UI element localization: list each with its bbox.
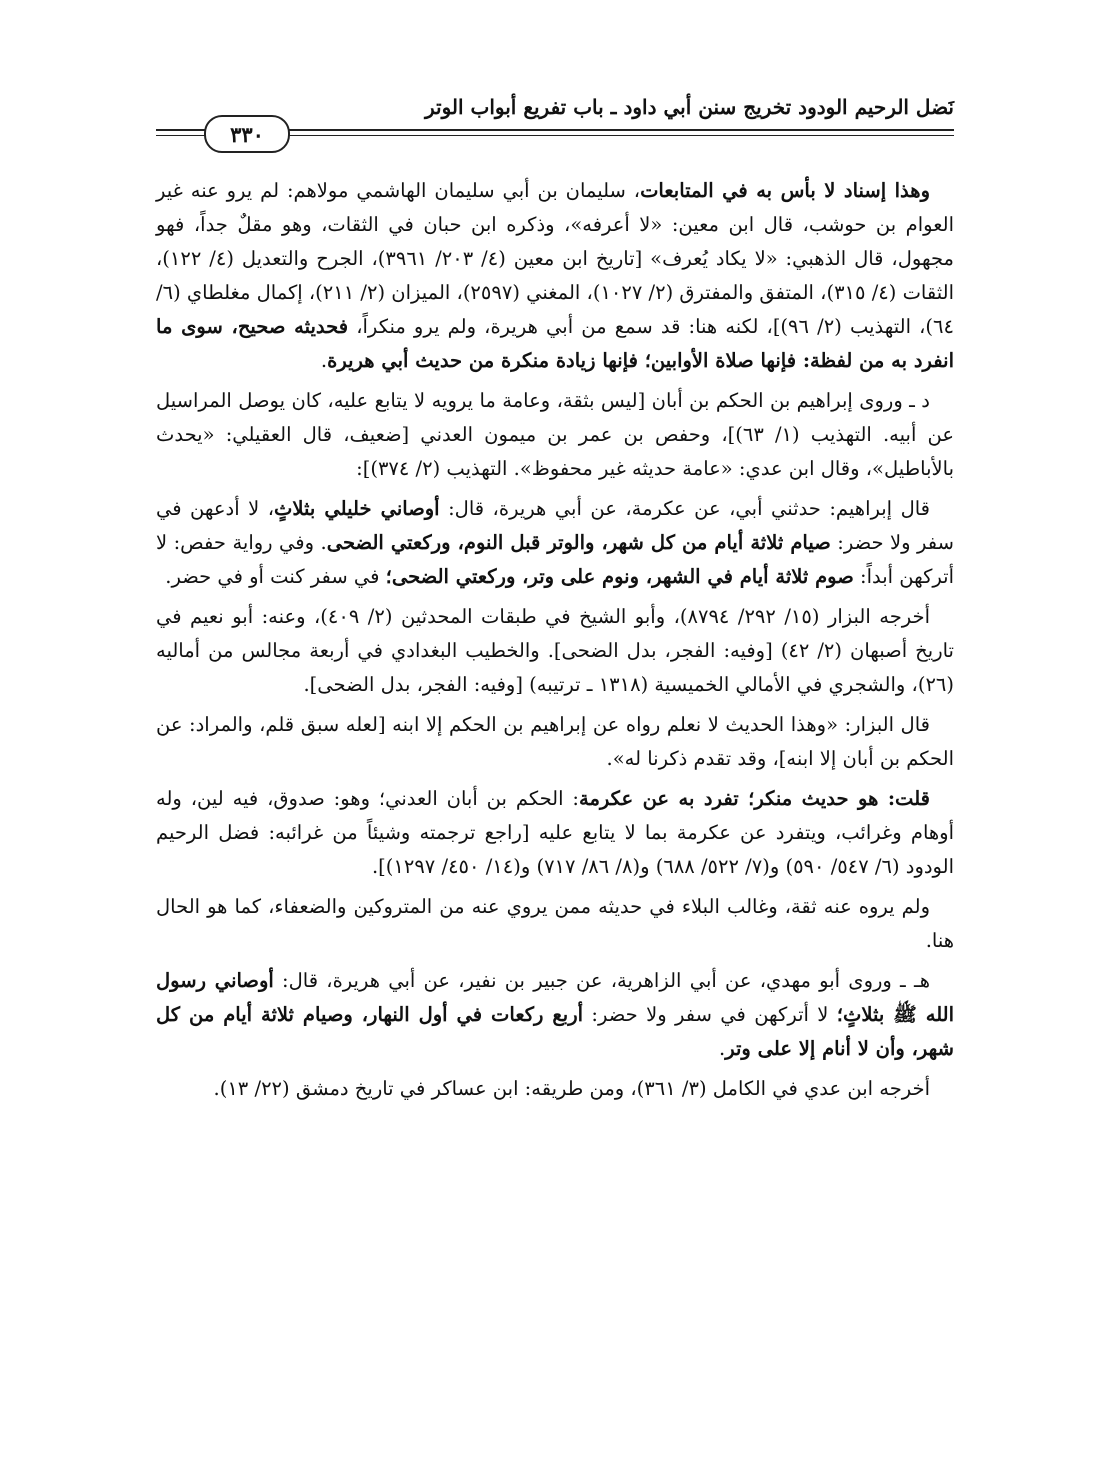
page-body [156,174,954,1112]
bold-text: وهذا إسناد لا بأس به في المتابعات [640,179,930,202]
body-text: هـ ـ وروى أبو مهدي، عن أبي الزاهرية، عن جبير بن نفير، عن أبي هريرة، قال: [273,969,930,992]
paragraph [156,890,954,958]
paragraph [156,708,954,776]
paragraph [156,1072,954,1106]
paragraph [156,600,954,702]
paragraph [156,492,954,594]
bold-text: أربع ركعات في أول النهار، وصيام ثلاثة أيام من كل شهر، وأن لا أنام إلا على وتر [156,1003,954,1060]
paragraph [156,384,954,486]
page-header [156,95,954,151]
body-text: قال إبراهيم: حدثني أبي، عن عكرمة، عن أبي هريرة، قال: [439,497,931,520]
bold-text: صوم ثلاثة أيام في الشهر، ونوم على وتر، وركعتي الضحى؛ [385,565,854,588]
body-text: . [719,1037,726,1060]
body-text: ، لا أدعهن في سفر ولا حضر: [156,497,955,554]
paragraph [156,964,954,1066]
bold-text: قلت: هو حديث منكر؛ تفرد به عن عكرمة [579,787,930,810]
body-text: أخرجه ابن عدي في الكامل (٣/ ٣٦١)، ومن طريقه: ابن عساكر في تاريخ دمشق (٢٢/ ١٣). [213,1077,930,1100]
body-text: ولم يروه عنه ثقة، وغالب البلاء في حديثه ممن يروي عنه من المتروكين والضعفاء، كما هو الحال هنا. [156,895,954,952]
body-text: أخرجه البزار (١٥/ ٢٩٢/ ٨٧٩٤)، وأبو الشيخ في طبقات المحدثين (٢/ ٤٠٩)، وعنه: أبو نعيم في تاريخ أصبهان (٢/ ٤٢) [وفيه: الفجر، بدل الضحى]. والخطيب البغدادي في أربعة مجالس من أماليه (٢٦)، والشجري في الأمالي الخميسية (١٣١٨ ـ ترتيبه) [وفيه: الفجر، بدل الضحى]. [156,605,954,696]
paragraph [156,782,954,884]
bold-text: فحديثه صحيح، سوى ما انفرد به من لفظة: فإنها صلاة الأوابين؛ فإنها زيادة منكرة من حديث أبي هريرة [156,315,954,372]
running-title: نَضل الرحيم الودود تخريج سنن أبي داود ـ باب تفريع أبواب الوتر [424,95,954,119]
bold-text: صيام ثلاثة أيام من كل شهر، والوتر قبل النوم، وركعتي الضحى [326,531,831,554]
body-text: . [320,349,328,372]
body-text: قال البزار: «وهذا الحديث لا نعلم رواه عن إبراهيم بن الحكم إلا ابنه [لعله سبق قلم، والمراد: عن الحكم بن أبان إلا ابنه]، وقد تقدم ذكرنا له». [156,713,954,770]
body-text: في سفر كنت أو في حضر. [165,565,386,588]
body-text: . وفي رواية حفص: لا أتركهن أبداً: [156,531,954,588]
page-number-badge: ٣٣٠ [204,115,290,153]
body-text: د ـ وروى إبراهيم بن الحكم بن أبان [ليس بثقة، وعامة ما يرويه لا يتابع عليه، كان يوصل المراسيل عن أبيه. التهذيب (١/ ٦٣)]، وحفص بن عمر بن ميمون العدني [ضعيف، قال العقيلي: «يحدث بالأباطيل»، وقال ابن عدي: «عامة حديثه غير محفوظ». التهذيب (٢/ ٣٧٤)]: [156,389,955,480]
paragraph [156,174,954,378]
body-text: ، سليمان بن أبي سليمان الهاشمي مولاهم: لم يرو عنه غير العوام بن حوشب، قال ابن معين: «لا أعرفه»، وذكره ابن حبان في الثقات، وهو مقلٌ جداً، فهو مجهول، قال الذهبي: «لا يكاد يُعرف» [تاريخ ابن معين (٤/ ٢٠٣/ ٣٩٦١)، الجرح والتعديل (٤/ ١٢٢)، الثقات (٤/ ٣١٥)، المتفق والمفترق (٢/ ١٠٢٧)، المغني (٢٥٩٧)، الميزان (٢/ ٢١١)، إكمال مغلطاي (٦/ ٦٤)، التهذيب (٢/ ٩٦)]، لكنه هنا: قد سمع من أبي هريرة، ولم يرو منكراً، [156,179,954,338]
body-text: لا أتركهن في سفر ولا حضر: [583,1003,837,1026]
body-text: : الحكم بن أبان العدني؛ وهو: صدوق، فيه لين، وله أوهام وغرائب، ويتفرد عن عكرمة بما لا يتابع عليه [راجع ترجمته وشيئاً من غرائبه: فضل الرحيم الودود (٦/ ٥٤٧/ ٥٩٠) و(٧/ ٥٢٢/ ٦٨٨) و(٨/ ٨٦/ ٧١٧) و(١٤/ ٤٥٠/ ١٢٩٧)]. [156,787,954,878]
bold-text: أوصاني خليلي بثلاثٍ [274,497,440,520]
bold-text: أوصاني رسول الله ﷺ بثلاثٍ؛ [156,969,955,1026]
